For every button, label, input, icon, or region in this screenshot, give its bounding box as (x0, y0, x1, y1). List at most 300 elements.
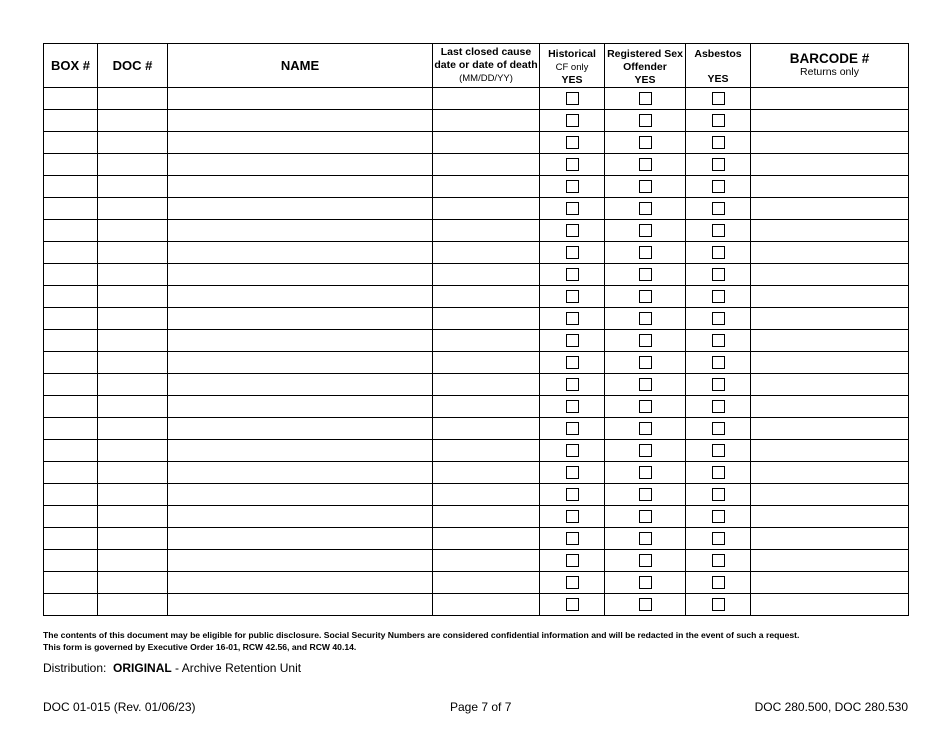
table-row (44, 462, 909, 484)
last-closed-cell[interactable] (433, 440, 540, 462)
last-closed-cell[interactable] (433, 572, 540, 594)
box-cell[interactable] (44, 550, 98, 572)
box-cell[interactable] (44, 88, 98, 110)
doc-cell[interactable] (98, 352, 168, 374)
name-cell[interactable] (168, 462, 433, 484)
historical-cell (540, 308, 605, 330)
asbestos-cell (686, 528, 751, 550)
registered-checkbox[interactable] (639, 532, 652, 545)
box-cell[interactable] (44, 264, 98, 286)
registered-cell (605, 198, 686, 220)
registered-cell (605, 110, 686, 132)
historical-checkbox[interactable] (566, 246, 579, 259)
registered-checkbox[interactable] (639, 312, 652, 325)
last-closed-cell[interactable] (433, 418, 540, 440)
registered-checkbox[interactable] (639, 158, 652, 171)
barcode-cell[interactable] (751, 352, 909, 374)
name-cell[interactable] (168, 330, 433, 352)
box-cell[interactable] (44, 594, 98, 616)
col-header-registered (605, 44, 686, 88)
asbestos-cell (686, 462, 751, 484)
distribution-label: Distribution: (43, 661, 107, 675)
distribution-value: ORIGINAL (113, 661, 172, 675)
asbestos-label: Asbestos (694, 47, 742, 60)
historical-checkbox[interactable] (566, 290, 579, 303)
last-closed-cell[interactable] (433, 286, 540, 308)
registered-checkbox[interactable] (639, 114, 652, 127)
barcode-cell[interactable] (751, 220, 909, 242)
name-cell[interactable] (168, 506, 433, 528)
doc-cell[interactable] (98, 176, 168, 198)
table-row (44, 550, 909, 572)
asbestos-cell (686, 110, 751, 132)
asbestos-checkbox[interactable] (712, 224, 725, 237)
historical-cell (540, 528, 605, 550)
barcode-cell[interactable] (751, 242, 909, 264)
registered-checkbox[interactable] (639, 246, 652, 259)
table-row (44, 286, 909, 308)
table-row (44, 374, 909, 396)
historical-checkbox[interactable] (566, 92, 579, 105)
registered-checkbox[interactable] (639, 92, 652, 105)
table-row (44, 418, 909, 440)
asbestos-cell (686, 88, 751, 110)
barcode-cell[interactable] (751, 396, 909, 418)
registered-checkbox[interactable] (639, 356, 652, 369)
policy-reference: DOC 280.500, DOC 280.530 (754, 700, 908, 714)
table-row (44, 352, 909, 374)
asbestos-cell (686, 352, 751, 374)
box-cell[interactable] (44, 242, 98, 264)
historical-checkbox[interactable] (566, 114, 579, 127)
name-cell[interactable] (168, 176, 433, 198)
registered-cell (605, 352, 686, 374)
last-closed-cell[interactable] (433, 308, 540, 330)
asbestos-checkbox[interactable] (712, 246, 725, 259)
name-cell[interactable] (168, 440, 433, 462)
asbestos-cell (686, 242, 751, 264)
registered-cell (605, 220, 686, 242)
col-header-doc: DOC # (98, 44, 168, 88)
box-cell[interactable] (44, 198, 98, 220)
doc-cell[interactable] (98, 550, 168, 572)
barcode-cell[interactable] (751, 550, 909, 572)
doc-cell[interactable] (98, 594, 168, 616)
doc-cell[interactable] (98, 220, 168, 242)
registered-cell (605, 154, 686, 176)
asbestos-checkbox[interactable] (712, 598, 725, 611)
historical-checkbox[interactable] (566, 466, 579, 479)
doc-cell[interactable] (98, 154, 168, 176)
registered-cell (605, 418, 686, 440)
table-row (44, 330, 909, 352)
doc-cell[interactable] (98, 484, 168, 506)
asbestos-checkbox[interactable] (712, 180, 725, 193)
records-table (43, 43, 909, 616)
historical-cell (540, 286, 605, 308)
last-closed-cell[interactable] (433, 506, 540, 528)
doc-cell[interactable] (98, 110, 168, 132)
historical-cell (540, 330, 605, 352)
asbestos-cell (686, 440, 751, 462)
doc-cell[interactable] (98, 198, 168, 220)
barcode-cell[interactable] (751, 528, 909, 550)
asbestos-cell (686, 506, 751, 528)
name-cell[interactable] (168, 198, 433, 220)
barcode-cell[interactable] (751, 308, 909, 330)
asbestos-cell (686, 572, 751, 594)
box-cell[interactable] (44, 132, 98, 154)
box-cell[interactable] (44, 484, 98, 506)
distribution-rest: - Archive Retention Unit (175, 661, 302, 675)
historical-yes-label: YES (561, 73, 583, 86)
barcode-cell[interactable] (751, 154, 909, 176)
historical-checkbox[interactable] (566, 180, 579, 193)
barcode-cell[interactable] (751, 374, 909, 396)
disclosure-line-1: The contents of this document may be eligible for public disclosure. Social Security Numbers are considered confidential information and will be redacted in the event of such a request. (43, 630, 800, 640)
asbestos-cell (686, 264, 751, 286)
historical-cell (540, 154, 605, 176)
historical-checkbox[interactable] (566, 598, 579, 611)
asbestos-checkbox[interactable] (712, 422, 725, 435)
asbestos-cell (686, 154, 751, 176)
registered-cell (605, 308, 686, 330)
registered-checkbox[interactable] (639, 400, 652, 413)
barcode-cell[interactable] (751, 594, 909, 616)
box-cell[interactable] (44, 462, 98, 484)
last-closed-cell[interactable] (433, 330, 540, 352)
historical-checkbox[interactable] (566, 422, 579, 435)
table-row (44, 198, 909, 220)
asbestos-checkbox[interactable] (712, 510, 725, 523)
barcode-cell[interactable] (751, 484, 909, 506)
box-cell[interactable] (44, 572, 98, 594)
name-cell[interactable] (168, 418, 433, 440)
barcode-cell[interactable] (751, 88, 909, 110)
historical-cell (540, 572, 605, 594)
asbestos-checkbox[interactable] (712, 576, 725, 589)
asbestos-checkbox[interactable] (712, 202, 725, 215)
doc-cell[interactable] (98, 308, 168, 330)
registered-checkbox[interactable] (639, 422, 652, 435)
historical-checkbox[interactable] (566, 554, 579, 567)
name-cell[interactable] (168, 132, 433, 154)
name-cell[interactable] (168, 352, 433, 374)
barcode-cell[interactable] (751, 572, 909, 594)
asbestos-checkbox[interactable] (712, 444, 725, 457)
registered-checkbox[interactable] (639, 444, 652, 457)
asbestos-cell (686, 220, 751, 242)
box-cell[interactable] (44, 506, 98, 528)
historical-cell (540, 440, 605, 462)
last-closed-cell[interactable] (433, 110, 540, 132)
table-row (44, 528, 909, 550)
table-row (44, 506, 909, 528)
historical-cell (540, 88, 605, 110)
name-cell[interactable] (168, 308, 433, 330)
historical-cell (540, 176, 605, 198)
box-cell[interactable] (44, 176, 98, 198)
barcode-sub-label: Returns only (800, 66, 859, 78)
table-row (44, 396, 909, 418)
registered-cell (605, 440, 686, 462)
box-cell[interactable] (44, 330, 98, 352)
name-cell[interactable] (168, 484, 433, 506)
doc-cell[interactable] (98, 396, 168, 418)
registered-cell (605, 286, 686, 308)
asbestos-checkbox[interactable] (712, 554, 725, 567)
registered-checkbox[interactable] (639, 598, 652, 611)
asbestos-cell (686, 374, 751, 396)
barcode-cell[interactable] (751, 132, 909, 154)
box-cell[interactable] (44, 352, 98, 374)
last-closed-cell[interactable] (433, 88, 540, 110)
registered-cell (605, 572, 686, 594)
historical-checkbox[interactable] (566, 268, 579, 281)
historical-checkbox[interactable] (566, 224, 579, 237)
registered-cell (605, 462, 686, 484)
table-body (44, 88, 909, 616)
table-row (44, 132, 909, 154)
registered-checkbox[interactable] (639, 554, 652, 567)
table-row (44, 88, 909, 110)
registered-cell (605, 396, 686, 418)
name-cell[interactable] (168, 220, 433, 242)
box-cell[interactable] (44, 418, 98, 440)
name-cell[interactable] (168, 88, 433, 110)
historical-sub-label: CF only (555, 61, 589, 73)
table-row (44, 594, 909, 616)
historical-checkbox[interactable] (566, 400, 579, 413)
name-cell[interactable] (168, 374, 433, 396)
asbestos-checkbox[interactable] (712, 356, 725, 369)
historical-cell (540, 418, 605, 440)
registered-cell (605, 132, 686, 154)
asbestos-cell (686, 176, 751, 198)
asbestos-cell (686, 286, 751, 308)
historical-cell (540, 352, 605, 374)
last-closed-cell[interactable] (433, 484, 540, 506)
doc-cell[interactable] (98, 88, 168, 110)
last-closed-cell[interactable] (433, 550, 540, 572)
table-row (44, 176, 909, 198)
last-closed-cell[interactable] (433, 396, 540, 418)
last-closed-cell[interactable] (433, 176, 540, 198)
historical-checkbox[interactable] (566, 444, 579, 457)
name-cell[interactable] (168, 550, 433, 572)
asbestos-checkbox[interactable] (712, 92, 725, 105)
doc-cell[interactable] (98, 286, 168, 308)
historical-checkbox[interactable] (566, 334, 579, 347)
historical-cell (540, 484, 605, 506)
last-closed-cell[interactable] (433, 528, 540, 550)
box-cell[interactable] (44, 110, 98, 132)
barcode-cell[interactable] (751, 176, 909, 198)
historical-checkbox[interactable] (566, 356, 579, 369)
doc-cell[interactable] (98, 572, 168, 594)
registered-checkbox[interactable] (639, 202, 652, 215)
asbestos-checkbox[interactable] (712, 378, 725, 391)
distribution-line (43, 661, 301, 675)
doc-cell[interactable] (98, 264, 168, 286)
barcode-cell[interactable] (751, 462, 909, 484)
registered-cell (605, 176, 686, 198)
historical-cell (540, 264, 605, 286)
historical-cell (540, 374, 605, 396)
registered-checkbox[interactable] (639, 224, 652, 237)
doc-cell[interactable] (98, 330, 168, 352)
name-cell[interactable] (168, 396, 433, 418)
table-row (44, 308, 909, 330)
historical-checkbox[interactable] (566, 158, 579, 171)
registered-cell (605, 242, 686, 264)
historical-checkbox[interactable] (566, 532, 579, 545)
historical-checkbox[interactable] (566, 202, 579, 215)
registered-cell (605, 264, 686, 286)
asbestos-cell (686, 594, 751, 616)
doc-cell[interactable] (98, 418, 168, 440)
registered-cell (605, 550, 686, 572)
barcode-cell[interactable] (751, 264, 909, 286)
name-cell[interactable] (168, 286, 433, 308)
historical-cell (540, 198, 605, 220)
box-cell[interactable] (44, 528, 98, 550)
historical-cell (540, 506, 605, 528)
asbestos-checkbox[interactable] (712, 466, 725, 479)
barcode-cell[interactable] (751, 440, 909, 462)
asbestos-checkbox[interactable] (712, 488, 725, 501)
asbestos-cell (686, 132, 751, 154)
table-row (44, 110, 909, 132)
box-cell[interactable] (44, 396, 98, 418)
name-cell[interactable] (168, 110, 433, 132)
barcode-cell[interactable] (751, 506, 909, 528)
doc-cell[interactable] (98, 440, 168, 462)
asbestos-checkbox[interactable] (712, 268, 725, 281)
last-closed-cell[interactable] (433, 594, 540, 616)
registered-cell (605, 374, 686, 396)
historical-checkbox[interactable] (566, 510, 579, 523)
last-closed-cell[interactable] (433, 154, 540, 176)
registered-checkbox[interactable] (639, 510, 652, 523)
last-closed-cell[interactable] (433, 220, 540, 242)
registered-cell (605, 88, 686, 110)
col-header-last-closed (433, 44, 540, 88)
doc-cell[interactable] (98, 242, 168, 264)
header-row (44, 44, 909, 88)
last-closed-cell[interactable] (433, 132, 540, 154)
barcode-cell[interactable] (751, 198, 909, 220)
asbestos-cell (686, 418, 751, 440)
box-cell[interactable] (44, 220, 98, 242)
doc-cell[interactable] (98, 374, 168, 396)
name-cell[interactable] (168, 264, 433, 286)
barcode-cell[interactable] (751, 418, 909, 440)
asbestos-checkbox[interactable] (712, 400, 725, 413)
historical-checkbox[interactable] (566, 488, 579, 501)
box-cell[interactable] (44, 440, 98, 462)
asbestos-checkbox[interactable] (712, 114, 725, 127)
date-format-label: (MM/DD/YY) (459, 73, 513, 84)
asbestos-cell (686, 484, 751, 506)
registered-checkbox[interactable] (639, 488, 652, 501)
historical-checkbox[interactable] (566, 312, 579, 325)
registered-cell (605, 528, 686, 550)
asbestos-checkbox[interactable] (712, 290, 725, 303)
historical-checkbox[interactable] (566, 378, 579, 391)
doc-cell[interactable] (98, 528, 168, 550)
last-closed-label: Last closed cause date or date of death (434, 46, 538, 71)
name-cell[interactable] (168, 594, 433, 616)
asbestos-checkbox[interactable] (712, 158, 725, 171)
name-cell[interactable] (168, 528, 433, 550)
last-closed-cell[interactable] (433, 374, 540, 396)
registered-yes-label: YES (634, 73, 656, 86)
name-cell[interactable] (168, 242, 433, 264)
box-cell[interactable] (44, 286, 98, 308)
barcode-cell[interactable] (751, 330, 909, 352)
registered-checkbox[interactable] (639, 466, 652, 479)
barcode-cell[interactable] (751, 110, 909, 132)
last-closed-cell[interactable] (433, 242, 540, 264)
last-closed-cell[interactable] (433, 462, 540, 484)
col-header-name: NAME (168, 44, 433, 88)
table-row (44, 440, 909, 462)
table-row (44, 572, 909, 594)
asbestos-checkbox[interactable] (712, 312, 725, 325)
registered-checkbox[interactable] (639, 290, 652, 303)
historical-cell (540, 220, 605, 242)
doc-cell[interactable] (98, 506, 168, 528)
table-row (44, 242, 909, 264)
historical-checkbox[interactable] (566, 576, 579, 589)
historical-cell (540, 242, 605, 264)
asbestos-checkbox[interactable] (712, 532, 725, 545)
name-cell[interactable] (168, 572, 433, 594)
historical-cell (540, 550, 605, 572)
doc-cell[interactable] (98, 132, 168, 154)
doc-cell[interactable] (98, 462, 168, 484)
last-closed-cell[interactable] (433, 198, 540, 220)
asbestos-checkbox[interactable] (712, 334, 725, 347)
registered-checkbox[interactable] (639, 378, 652, 391)
registered-checkbox[interactable] (639, 268, 652, 281)
disclosure-notice (43, 630, 913, 653)
historical-cell (540, 132, 605, 154)
registered-checkbox[interactable] (639, 136, 652, 149)
name-cell[interactable] (168, 154, 433, 176)
box-cell[interactable] (44, 374, 98, 396)
last-closed-cell[interactable] (433, 264, 540, 286)
page-number: Page 7 of 7 (450, 700, 512, 714)
historical-cell (540, 462, 605, 484)
last-closed-cell[interactable] (433, 352, 540, 374)
asbestos-cell (686, 550, 751, 572)
table-row (44, 264, 909, 286)
asbestos-checkbox[interactable] (712, 136, 725, 149)
historical-label: Historical (548, 47, 596, 60)
registered-checkbox[interactable] (639, 180, 652, 193)
registered-checkbox[interactable] (639, 576, 652, 589)
box-cell[interactable] (44, 308, 98, 330)
registered-checkbox[interactable] (639, 334, 652, 347)
box-cell[interactable] (44, 154, 98, 176)
barcode-cell[interactable] (751, 286, 909, 308)
historical-cell (540, 594, 605, 616)
historical-checkbox[interactable] (566, 136, 579, 149)
asbestos-cell (686, 198, 751, 220)
asbestos-cell (686, 396, 751, 418)
